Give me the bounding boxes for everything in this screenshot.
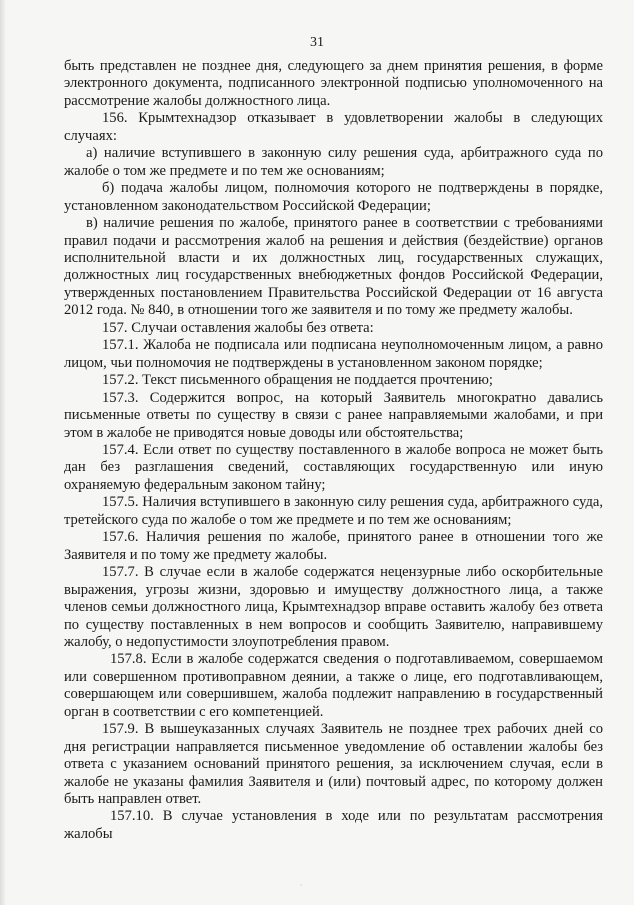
paragraph-continuation: быть представлен не позднее дня, следующего за днем принятия решения, в форме электронного документа, подписанного электронной подписью уполномоченного на рассмотрение жалобы должностного лица.	[64, 58, 603, 109]
scan-edge-shadow	[0, 0, 6, 905]
paragraph-157-4: 157.4. Если ответ по существу поставленного в жалобе вопроса не может быть дан без разглашения сведений, составляющих государственную или иную охраняемую федеральным законом тайну;	[64, 441, 603, 493]
paragraph-156-a: а) наличие вступившего в законную силу решения суда, арбитражного суда по жалобе о том же предмете и по тем же основаниям;	[64, 145, 603, 179]
paragraph-157-1: 157.1. Жалоба не подписала или подписана неуполномоченным лицом, а равно лицом, чьи полномочия не подтверждены в установленном законом порядке;	[64, 337, 603, 371]
paragraph-156-v: в) наличие решения по жалобе, принятого ранее в соответствии с требованиями правил подачи и рассмотрения жалоб на решения и действия (бездействие) органов исполнительной власти и их должностных лиц, государственных служащих, должностных лиц государственных внебюджетных фондов Российской Федерации, утвержденных постановлением Правительства Российской Федерации от 16 августа 2012 года. № 840, в отношении того же заявителя и по тому же предмету жалобы.	[64, 215, 603, 319]
page-number: 31	[310, 35, 324, 50]
paragraph-157-2: 157.2. Текст письменного обращения не поддается прочтению;	[102, 372, 493, 389]
paragraph-157: 157. Случаи оставления жалобы без ответа:	[102, 319, 374, 336]
document-body	[64, 58, 603, 843]
paragraph-156-b: б) подача жалобы лицом, полномочия которого не подтверждены в порядке, установленном законодательством Российской Федерации;	[64, 180, 603, 214]
scan-speck	[318, 60, 319, 61]
paragraph-157-3: 157.3. Содержится вопрос, на который Заявитель многократно давались письменные ответы по существу в связи с ранее направляемыми жалобами, и при этом в жалобе не приводятся новые доводы или обстоятельства;	[64, 389, 603, 441]
paragraph-157-6: 157.6. Наличия решения по жалобе, принятого ранее в отношении того же Заявителя и по тому же предмету жалобы.	[64, 529, 603, 563]
paragraph-157-5: 157.5. Наличия вступившего в законную силу решения суда, арбитражного суда, третейского суда по жалобе о том же предмете и по тем же основаниям;	[64, 494, 603, 528]
paragraph-157-9: 157.9. В вышеуказанных случаях Заявитель не позднее трех рабочих дней со дня регистрации направляется письменное уведомление об оставлении жалобы без ответа с указанием оснований принятого решения, за исключением случая, если в жалобе не указаны фамилия Заявителя и (или) почтовый адрес, по которому должен быть направлен ответ.	[64, 721, 603, 808]
paragraph-156: 156. Крымтехнадзор отказывает в удовлетворении жалобы в следующих случаях:	[64, 110, 603, 144]
scan-speck	[420, 655, 422, 656]
scan-speck	[300, 884, 302, 886]
paragraph-157-8: 157.8. Если в жалобе содержатся сведения о подготавливаемом, совершаемом или совершенном противоправном деянии, а также о лице, его подготавливающем, совершающем или совершившем, жалоба подлежит направлению в государственный орган в соответствии с его компетенцией.	[64, 651, 603, 720]
paragraph-157-10: 157.10. В случае установления в ходе или по результатам рассмотрения жалобы	[64, 808, 603, 842]
scan-speck	[452, 498, 453, 499]
paragraph-157-7: 157.7. В случае если в жалобе содержатся нецензурные либо оскорбительные выражения, угрозы жизни, здоровью и имуществу должностного лица, а также членов семьи должностного лица, Крымтехнадзор вправе оставить жалобу без ответа по существу поставленных в нем вопросов и сообщить Заявителю, направившему жалобу, о недопустимости злоупотребления правом.	[64, 564, 603, 650]
scan-speck	[444, 470, 446, 472]
